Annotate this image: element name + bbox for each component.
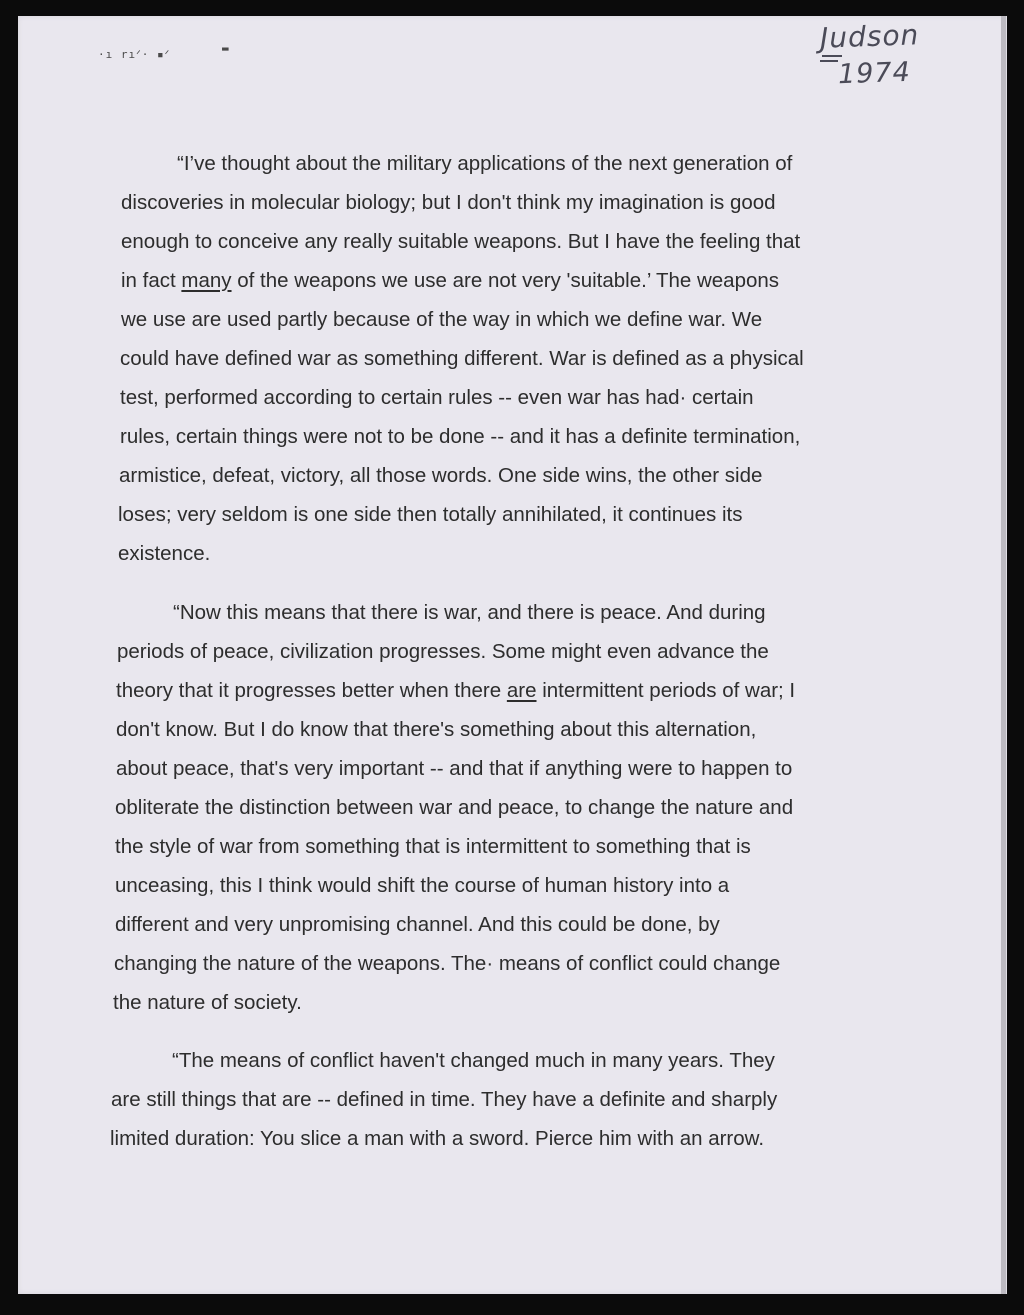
text-line — [113, 991, 302, 1015]
text-line — [120, 425, 800, 449]
text-line — [119, 464, 762, 488]
text-run: theory that it progresses better when there — [116, 679, 507, 702]
text-line — [114, 952, 780, 976]
text-run: we use are used partly because of the way in which we define war. We — [121, 308, 763, 331]
text-run: loses; very seldom is one side then totally annihilated, it continues its — [118, 503, 743, 526]
text-line — [115, 913, 720, 937]
text-line — [116, 757, 792, 781]
text-run: changing the nature of the weapons. The· means of conflict could change — [114, 952, 781, 975]
text-run: “I’ve thought about the military applications of the next generation of — [177, 152, 793, 175]
text-line — [115, 796, 793, 820]
text-run: different and very unpromising channel. And this could be done, by — [115, 913, 720, 936]
text-run: periods of peace, civilization progresses. Some might even advance the — [117, 640, 769, 663]
handwritten-year: 1974 — [837, 56, 912, 91]
text-line — [121, 308, 762, 332]
handwritten-name: Judson — [819, 18, 920, 55]
page-edge — [1001, 16, 1006, 1294]
text-run: obliterate the distinction between war and peace, to change the nature and — [115, 796, 794, 819]
text-run: don't know. But I do know that there's something about this alternation, — [116, 718, 757, 741]
text-run: the nature of society. — [113, 991, 302, 1014]
text-run: rules, certain things were not to be done -- and it has a definite termination, — [120, 425, 801, 448]
text-run: test, performed according to certain rules -- even war has had· certain — [120, 386, 754, 409]
text-run: could have defined war as something different. War is defined as a physical — [120, 347, 804, 370]
scan-smudge-2: ▬ — [222, 42, 230, 55]
text-run: in fact — [121, 269, 182, 292]
text-line — [116, 679, 795, 703]
text-run: about peace, that's very important -- and that if anything were to happen to — [116, 757, 793, 780]
text-run: limited duration: You slice a man with a sword. Pierce him with an arrow. — [110, 1127, 765, 1150]
text-line — [121, 269, 779, 293]
text-run: intermittent periods of war; I — [536, 679, 796, 702]
text-run: are still things that are -- defined in time. They have a definite and sharply — [111, 1088, 778, 1111]
text-line — [120, 347, 804, 371]
text-line — [118, 503, 742, 527]
text-line — [177, 152, 792, 176]
text-line — [120, 386, 754, 410]
scan-smudge: ·ı rıᐟ· ▪ᐟ — [98, 48, 171, 61]
text-line — [115, 874, 729, 898]
text-line — [117, 640, 769, 664]
text-line — [111, 1088, 777, 1112]
text-run: “Now this means that there is war, and there is peace. And during — [173, 601, 766, 624]
text-line — [172, 1049, 775, 1073]
text-line — [173, 601, 766, 625]
text-run: existence. — [118, 542, 211, 565]
text-line — [121, 191, 776, 215]
text-line — [116, 718, 756, 742]
text-line — [115, 835, 751, 859]
text-run: the style of war from something that is intermittent to something that is — [115, 835, 751, 858]
underlined-word: many — [181, 269, 232, 292]
text-run: of the weapons we use are not very 'suitable.’ The weapons — [231, 269, 780, 292]
handwritten-underline-2 — [820, 60, 838, 62]
text-run: enough to conceive any really suitable weapons. But I have the feeling that — [121, 230, 801, 253]
text-run: “The means of conflict haven't changed much in many years. They — [172, 1049, 775, 1072]
underlined-word: are — [506, 679, 537, 702]
text-line — [110, 1127, 764, 1151]
text-run: discoveries in molecular biology; but I don't think my imagination is good — [121, 191, 776, 214]
handwritten-underline — [822, 55, 842, 57]
text-line — [118, 542, 210, 566]
text-line — [121, 230, 800, 254]
text-run: armistice, defeat, victory, all those words. One side wins, the other side — [119, 464, 763, 487]
text-run: unceasing, this I think would shift the course of human history into a — [115, 874, 730, 897]
